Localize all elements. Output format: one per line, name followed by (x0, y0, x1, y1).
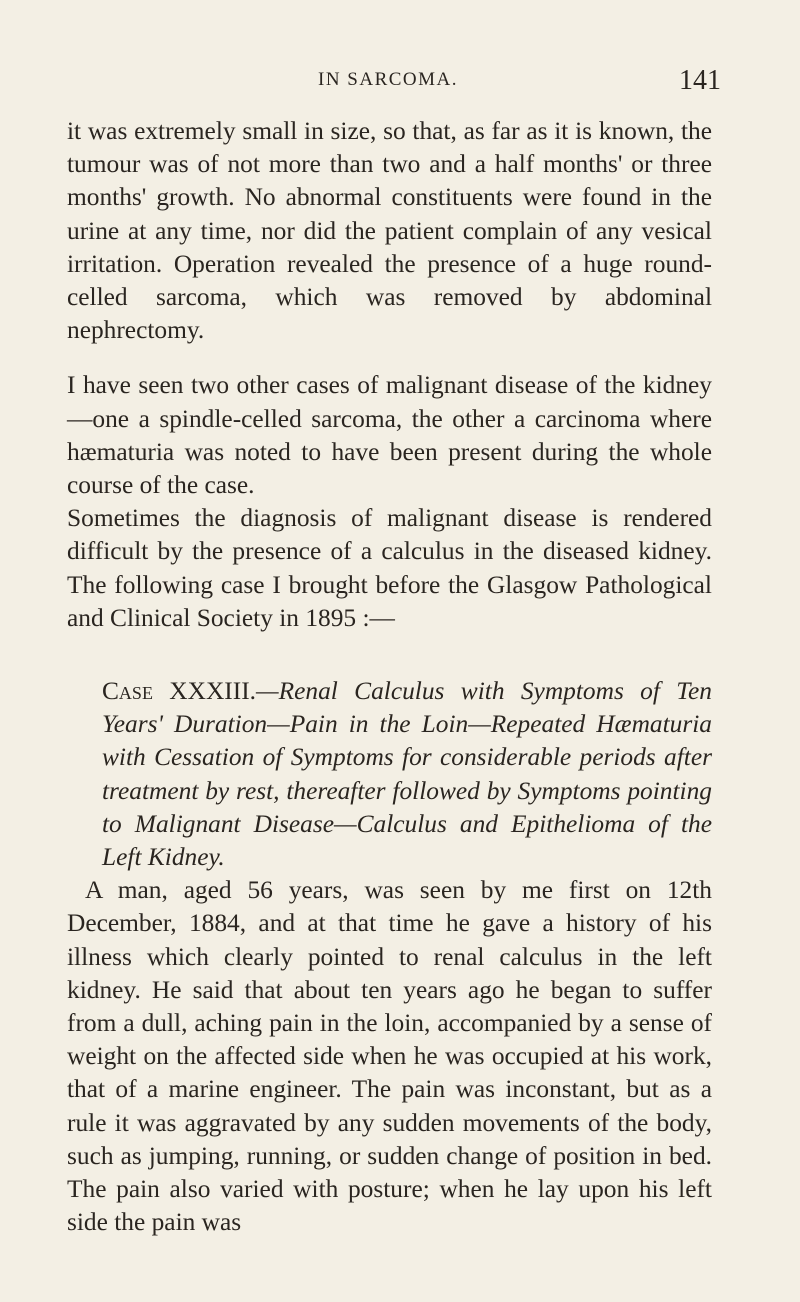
paragraph-case-history: A man, aged 56 years, was seen by me first on 12th December, 1884, and at that time he gave a history of his illness which clearly pointed to renal calculus in the left kidney. He said that about ten years ago he began to suffer from a dull, aching pain in the loin, accompanied by a sense of weight on the affected side when he was occupied at his work, that of a marine engineer. The pain was inconstant, but as a rule it was aggravated by any sudden movements of the body, such as jumping, running, or sudden change of position in bed. The pain also varied with posture; when he lay upon his left side the pain was (67, 876, 712, 1237)
paragraph-continuation: it was extremely small in size, so that, as far as it is known, the tumour was of not more than two and a half months' or three months' growth. No abnormal constituents were found in the urine at any time, nor did the patient complain of any vesical irritation. Operation revealed the presence of a huge round-celled sarcoma, which was removed by abdominal nephrectomy. (67, 117, 712, 345)
case-label: Case XXXIII. (102, 677, 257, 706)
paragraph-diagnosis: Sometimes the diagnosis of malignant disease is rendered difficult by the presence of a calculus in the diseased kidney. The following case I brought before the Glasgow Pathological and Clinical Society in 1895 :— (67, 504, 712, 632)
page-number: 141 (679, 65, 721, 96)
paragraph-other-cases: I have seen two other cases of malignant disease of the kidney—one a spindle-celled sarcoma, the other a carcinoma where hæmaturia was noted to have been present during the whole course of the case. (67, 371, 712, 500)
case-heading (67, 675, 712, 874)
case-title: —Renal Calculus with Symptoms of Ten Years' Duration—Pain in the Loin—Repeated Hæmaturia with Cessation of Symptoms for considerable periods after treatment by rest, thereafter followed by Symptoms pointing to Malignant Disease—Calculus and Epithelioma of the Left Kidney. (102, 677, 713, 872)
running-head (0, 63, 800, 97)
body-text (67, 115, 712, 1240)
running-title: IN SARCOMA. (318, 69, 459, 90)
